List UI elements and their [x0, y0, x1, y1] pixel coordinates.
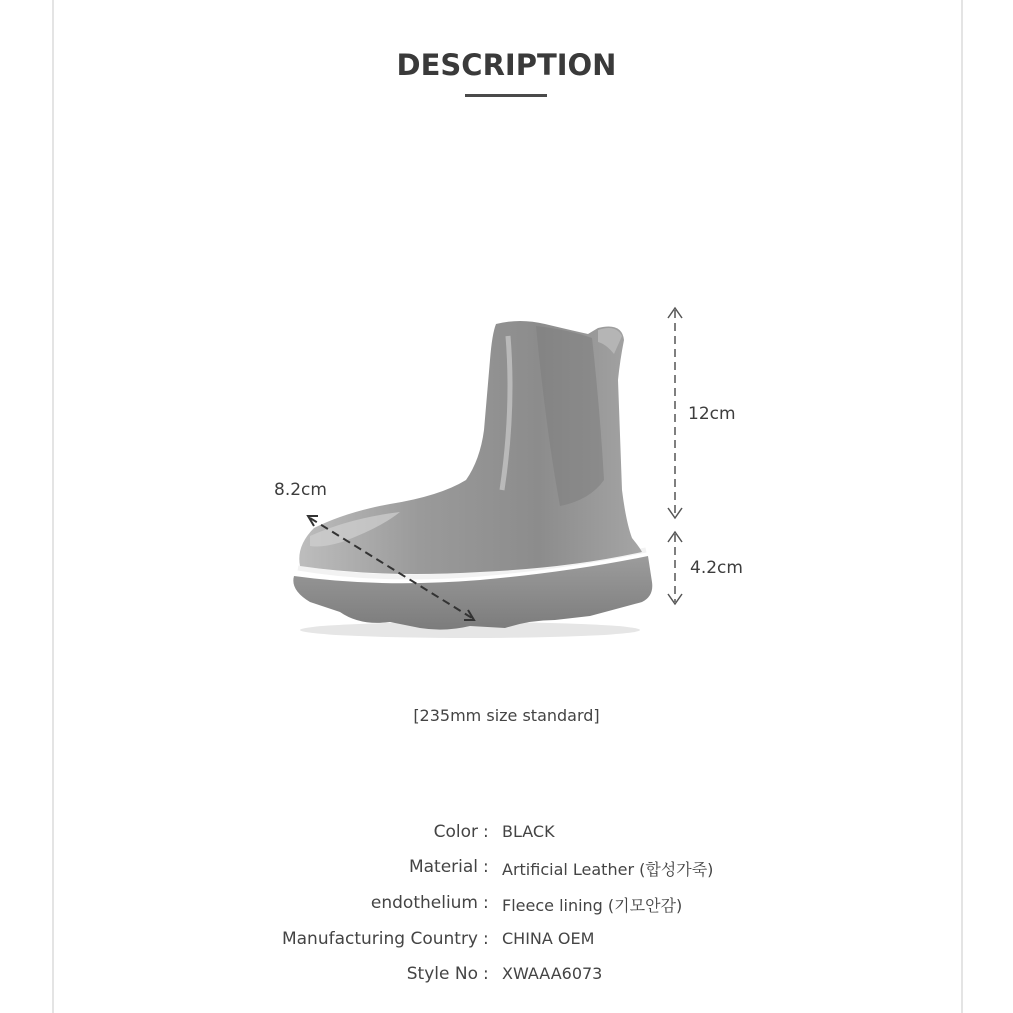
spec-key: endothelium: [370, 893, 478, 913]
spec-row-material: [0, 857, 1013, 883]
spec-colon: :: [483, 822, 489, 842]
sole-dimension-arrow: [668, 532, 682, 604]
spec-colon: :: [483, 893, 489, 913]
spec-colon: :: [483, 929, 489, 949]
boot-illustration: [270, 290, 770, 650]
spec-value: XWAAA6073: [502, 964, 603, 983]
size-standard-note: [235mm size standard]: [413, 706, 600, 725]
toe-dimension-label: 8.2cm: [274, 480, 327, 500]
spec-value: CHINA OEM: [502, 929, 595, 948]
spec-colon: :: [483, 857, 489, 877]
spec-value: BLACK: [502, 822, 555, 841]
spec-key: Manufacturing Country: [281, 929, 478, 949]
sole-dimension-label: 4.2cm: [690, 558, 743, 578]
height-dimension-arrow: [668, 308, 682, 518]
spec-key: Material: [408, 857, 478, 877]
spec-row-country: [0, 929, 1013, 955]
spec-row-style-no: [0, 964, 1013, 990]
spec-key: Style No: [406, 964, 478, 984]
spec-key: Color: [433, 822, 478, 842]
spec-value: Fleece lining (기모안감): [502, 896, 683, 915]
title-underline: [465, 94, 547, 97]
page-title: DESCRIPTION: [396, 48, 617, 82]
spec-row-color: [0, 822, 1013, 848]
spec-row-endothelium: [0, 893, 1013, 919]
spec-value: Artificial Leather (합성가죽): [502, 860, 714, 879]
height-dimension-label: 12cm: [688, 404, 736, 424]
spec-colon: :: [483, 964, 489, 984]
